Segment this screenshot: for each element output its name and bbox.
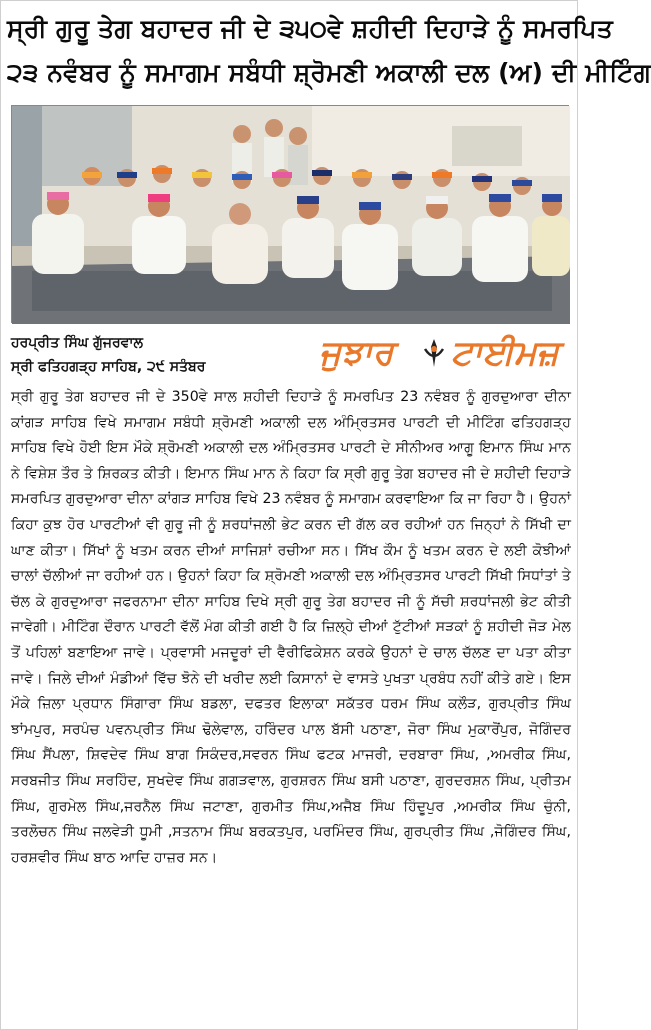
dateline: ਸ੍ਰੀ ਫਤਿਹਗੜ੍ਹ ਸਾਹਿਬ, ੨੯ ਸਤੰਬਰ bbox=[11, 359, 206, 375]
article-body bbox=[11, 385, 571, 1025]
meeting-photo-illustration bbox=[12, 106, 570, 324]
headline bbox=[7, 7, 651, 103]
logo-word-1: ਜੁਝਾਰ bbox=[319, 333, 394, 373]
headline-line-2: ੨੩ ਨਵੰਬਰ ਨੂੰ ਸਮਾਗਮ ਸਬੰਧੀ ਸ਼੍ਰੋਮਣੀ ਅਕਾਲੀ ਦਲ (ਅ) ਦੀ ਮੀਟਿੰਗ bbox=[7, 58, 651, 87]
logo-word-2: ਟਾਈਮਜ਼ bbox=[451, 333, 559, 373]
byline bbox=[11, 331, 311, 379]
khanda-icon bbox=[421, 337, 447, 369]
reporter-name: ਹਰਪ੍ਰੀਤ ਸਿੰਘ ਗੁੱਜਰਵਾਲ bbox=[11, 335, 143, 351]
publication-logo bbox=[319, 331, 571, 377]
article-paragraph: ਸ੍ਰੀ ਗੁਰੂ ਤੇਗ ਬਹਾਦਰ ਜੀ ਦੇ 350ਵੇ ਸਾਲ ਸ਼ਹੀਦੀ ਦਿਹਾੜੇ ਨੂੰ ਸਮਰਪਿਤ 23 ਨਵੰਬਰ ਨੂੰ ਗੁਰਦੁਆਰਾ ਦੀਨਾ ਕਾਂਗੜ ਸਾਹਿਬ ਵਿਖੇ ਸਮਾਗਮ ਸਬੰਧੀ ਸ਼੍ਰੋਮਣੀ ਅਕਾਲੀ ਦਲ ਅੰਮ੍ਰਿਤਸਰ ਪਾਰਟੀ ਦੀ ਮੀਟਿੰਗ ਫਤਿਹਗੜ੍ਹ ਸਾਹਿਬ ਵਿਖੇ ਹੋਈ ਇਸ ਮੌਕੇ ਸ਼੍ਰੋਮਣੀ ਅਕਾਲੀ ਦਲ ਅੰਮ੍ਰਿਤਸਰ ਪਾਰਟੀ ਦੇ ਸੀਨੀਅਰ ਆਗੂ ਇਮਾਨ ਸਿੰਘ ਮਾਨ ਨੇ ਵਿਸ਼ੇਸ਼ ਤੌਰ ਤੇ ਸ਼ਿਰਕਤ ਕੀਤੀ। ਇਮਾਨ ਸਿੰਘ ਮਾਨ ਨੇ ਕਿਹਾ ਕਿ ਸ੍ਰੀ ਗੁਰੂ ਤੇਗ ਬਹਾਦਰ ਜੀ ਦੇ ਸ਼ਹੀਦੀ ਦਿਹਾੜੇ ਸਮਰਪਿਤ ਗੁਰਦੁਆਰਾ ਦੀਨਾ ਕਾਂਗੜ ਸਾਹਿਬ ਵਿਖੇ 23 ਨਵੰਬਰ ਨੂੰ ਸਮਾਗਮ ਕਰਵਾਇਆ ਕਿ ਜਾ ਰਿਹਾ ਹੈ। ਉਹਨਾਂ ਕਿਹਾ ਕੁਝ ਹੋਰ ਪਾਰਟੀਆਂ ਵੀ ਗੁਰੂ ਜੀ ਨੂੰ ਸ਼ਰਧਾਂਜਲੀ ਭੇਟ ਕਰਨ ਦੀ ਗੱਲ ਕਰ ਰਹੀਆਂ ਹਨ ਜਿਨ੍ਹਾਂ ਨੇ ਸਿੱਖੀ ਦਾ ਘਾਣ ਕੀਤਾ। ਸਿੱਖਾਂ ਨੂੰ ਖਤਮ ਕਰਨ ਦੀਆਂ ਸਾਜਿਸ਼ਾਂ ਰਚੀਆ ਸਨ। ਸਿੱਖ ਕੌਮ ਨੂੰ ਖਤਮ ਕਰਨ ਦੇ ਲਈ ਕੋਝੀਆਂ ਚਾਲਾਂ ਚੱਲੀਆਂ ਜਾ ਰਹੀਆਂ ਹਨ। ਉਹਨਾਂ ਕਿਹਾ ਕਿ ਸ਼੍ਰੋਮਣੀ ਅਕਾਲੀ ਦਲ ਅੰਮ੍ਰਿਤਸਰ ਪਾਰਟੀ ਸਿੱਖੀ ਸਿਧਾਂਤਾਂ ਤੇ ਚੱਲ ਕੇ ਗੁਰਦੁਆਰਾ ਜਫਰਨਾਮਾ ਦੀਨਾ ਸਾਹਿਬ ਦਿਖੇ ਸ੍ਰੀ ਗੁਰੂ ਤੇਗ ਬਹਾਦਰ ਜੀ ਨੂੰ ਸੱਚੀ ਸ਼ਰਧਾਂਜਲੀ ਭੇਟ ਕੀਤੀ ਜਾਵੇਗੀ। ਮੀਟਿੰਗ ਦੌਰਾਨ ਪਾਰਟੀ ਵੱਲੋਂ ਮੰਗ ਕੀਤੀ ਗਈ ਹੈ ਕਿ ਜ਼ਿਲ੍ਹੇ ਦੀਆਂ ਟੁੱਟੀਆਂ ਸੜਕਾਂ ਨੂੰ ਸ਼ਹੀਦੀ ਜੋੜ ਮੇਲ ਤੋਂ ਪਹਿਲਾਂ ਬਣਾਇਆ ਜਾਵੇ। ਪ੍ਰਵਾਸੀ ਮਜਦੂਰਾਂ ਦੀ ਵੈਰੀਫਿਕੇਸ਼ਨ ਕਰਕੇ ਉਹਨਾਂ ਦੇ ਚਾਲ ਚੱਲਣ ਦਾ ਪਤਾ ਕੀਤਾ ਜਾਵੇ। ਜਿਲੇ ਦੀਆਂ ਮੰਡੀਆਂ ਵਿੱਚ ਝੋਨੇ ਦੀ ਖਰੀਦ ਲਈ ਕਿਸਾਨਾਂ ਦੇ ਵਾਸਤੇ ਪੁਖਤਾ ਪ੍ਰਬੰਧ ਨਹੀਂ ਕੀਤੇ ਗਏ। ਇਸ ਮੌਕੇ ਜ਼ਿਲਾ ਪ੍ਰਧਾਨ ਸਿੰਗਾਰਾ ਸਿੰਘ ਬਡਲਾ, ਦਫਤਰ ਇਲਾਕਾ ਸਕੱਤਰ ਧਰਮ ਸਿੰਘ ਕਲੌੜ, ਗੁਰਪ੍ਰੀਤ ਸਿੰਘ ਝਾਂਮਪੁਰ, ਸਰਪੰਚ ਪਵਨਪ੍ਰੀਤ ਸਿੰਘ ਢੋਲੇਵਾਲ, ਹਰਿੰਦਰ ਪਾਲ ਬੱਸੀ ਪਠਾਣਾ, ਜੋਰਾ ਸਿੰਘ ਮੁਕਾਰੋਂਪੁਰ, ਜੋਗਿੰਦਰ ਸਿੰਘ ਸੈਂਪਲਾ, ਸ਼ਿਵਦੇਵ ਸਿੰਘ ਬਾਗ ਸਿਕੰਦਰ,ਸਵਰਨ ਸਿੰਘ ਫਟਕ ਮਾਜਰੀ, ਦਰਬਾਰਾ ਸਿੰਘ, ,ਅਮਰੀਕ ਸਿੰਘ, ਸਰਬਜੀਤ ਸਿੰਘ ਸਰਹਿੰਦ, ਸੁਖਦੇਵ ਸਿੰਘ ਗਗੜਵਾਲ, ਗੁਰਸ਼ਰਨ ਸਿੰਘ ਬਸੀ ਪਠਾਣਾ, ਗੁਰਦਰਸ਼ਨ ਸਿੰਘ, ਪ੍ਰੀਤਮ ਸਿੰਘ, ਗੁਰਮੇਲ ਸਿੰਘ,ਜਰਨੈਲ ਸਿੰਘ ਜਟਾਣਾ, ਗੁਰਮੀਤ ਸਿੰਘ,ਅਜੈਬ ਸਿੰਘ ਹਿੰਦੂਪੁਰ ,ਅਮਰੀਕ ਸਿੰਘ ਚੁੰਨੀ, ਤਰਲੋਚਨ ਸਿੰਘ ਜਲਵੇੜੀ ਧੂਮੀ ,ਸਤਨਾਮ ਸਿੰਘ ਬਰਕਤਪੁਰ, ਪਰਮਿੰਦਰ ਸਿੰਘ, ਗੁਰਪ੍ਰੀਤ ਸਿੰਘ ,ਜੋਗਿੰਦਰ ਸਿੰਘ, ਹਰਸ਼ਵੀਰ ਸਿੰਘ ਬਾਠ ਆਦਿ ਹਾਜ਼ਰ ਸਨ। bbox=[11, 389, 571, 866]
meeting-photo bbox=[11, 105, 569, 323]
headline-line-1: ਸ੍ਰੀ ਗੁਰੂ ਤੇਗ ਬਹਾਦਰ ਜੀ ਦੇ ੩੫੦ਵੇ ਸ਼ਹੀਦੀ ਦਿਹਾੜੇ ਨੂੰ ਸਮਰਪਿਤ bbox=[7, 14, 613, 43]
